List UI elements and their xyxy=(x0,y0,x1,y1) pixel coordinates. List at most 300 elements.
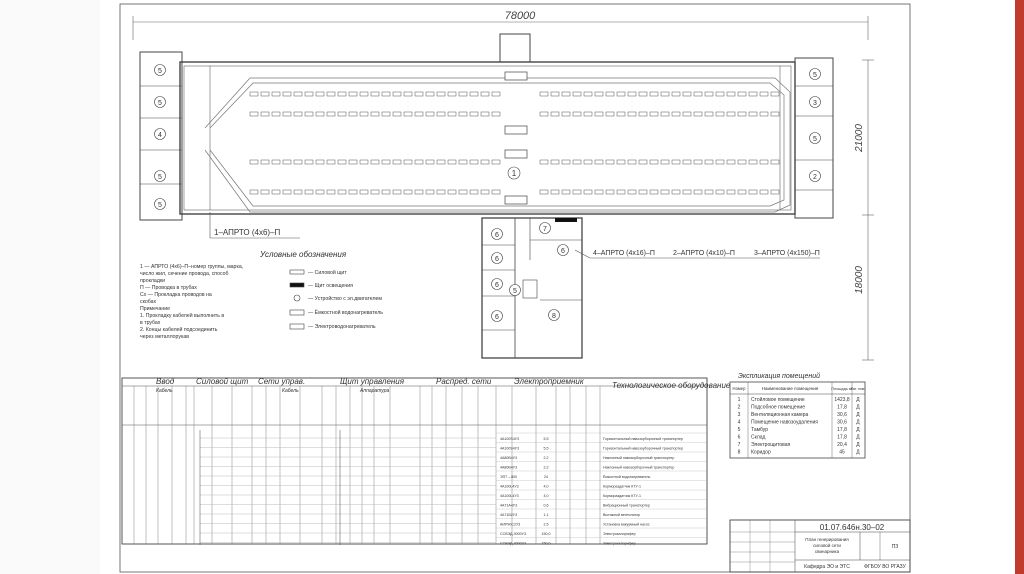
room-label-annex-mid: 6 xyxy=(561,248,565,255)
room-label-right: 2 xyxy=(813,174,817,181)
stall-cell xyxy=(694,92,702,96)
expl-area: 17,8 xyxy=(837,404,847,411)
stall-cell xyxy=(338,92,346,96)
stall-cell xyxy=(683,190,691,194)
room-label-annex: 6 xyxy=(495,232,499,239)
stall-cell xyxy=(727,112,735,116)
stall-cell xyxy=(481,92,489,96)
sched-header-tekhnolog: Технологическое оборудование xyxy=(612,381,731,390)
room-label-left: 5 xyxy=(158,100,162,107)
dimension-top-label: 78000 xyxy=(504,10,536,22)
legend-note: число жил, сечение провода, способ xyxy=(140,271,229,277)
stall-cell xyxy=(492,112,500,116)
stall-cell xyxy=(415,112,423,116)
sched-power: 0,6 xyxy=(543,503,549,508)
stall-cell xyxy=(650,92,658,96)
stall-cell xyxy=(595,112,603,116)
stall-cell xyxy=(661,160,669,164)
stall-cell xyxy=(404,190,412,194)
dimension-right-upper: 21000 xyxy=(854,124,865,152)
stall-cell xyxy=(393,112,401,116)
sched-power: 5,5 xyxy=(543,446,549,451)
sched-power: 4,0 xyxy=(543,484,549,489)
stall-cell xyxy=(250,112,258,116)
stall-cell xyxy=(294,92,302,96)
room-label-left: 5 xyxy=(158,174,162,181)
stall-cell xyxy=(470,92,478,96)
expl-header: Площадь м² xyxy=(831,387,853,391)
sched-desc: Ёмкостной водонагреватель xyxy=(603,475,651,479)
expl-area: 30,6 xyxy=(837,419,847,426)
sched-type: 4A100L4У3 xyxy=(500,484,519,489)
stall-cell xyxy=(349,160,357,164)
stall-cell xyxy=(283,160,291,164)
stall-cell xyxy=(338,160,346,164)
circuit-label-2: 2–АПРТО (4х10)–П xyxy=(673,250,735,257)
stall-cell xyxy=(327,92,335,96)
sched-power: 4,0 xyxy=(543,494,549,498)
stall-cell xyxy=(650,190,658,194)
room-label-left: 5 xyxy=(158,68,162,75)
stall-cell xyxy=(371,160,379,164)
stall-cell xyxy=(628,112,636,116)
sched-power: 24 xyxy=(544,475,548,479)
expl-area: 20,4 xyxy=(837,442,847,448)
stall-cell xyxy=(584,92,592,96)
room-label-left: 4 xyxy=(158,132,162,139)
room-label-annex: 6 xyxy=(495,282,499,289)
stall-cell xyxy=(393,92,401,96)
sched-type: ССВЭД-3000У3 xyxy=(500,532,526,536)
stall-cell xyxy=(551,160,559,164)
titleblock-org: ФГБОУ ВО РГАЗУ xyxy=(864,564,906,570)
stall-cell xyxy=(628,160,636,164)
sched-desc: Кормораздатчик КТУ-1 xyxy=(603,494,641,498)
sched-type: 4A71B2У3 xyxy=(500,513,518,517)
legend-note: П — Проводка в трубах xyxy=(140,285,197,291)
expl-name: Коридор xyxy=(751,449,771,456)
stall-cell xyxy=(404,112,412,116)
stall-cell xyxy=(327,190,335,194)
stall-cell xyxy=(562,92,570,96)
legend-symbol-label: — Силовой щит xyxy=(308,270,347,276)
sched-power: 2,2 xyxy=(543,456,549,460)
stall-cell xyxy=(573,160,581,164)
stall-cell xyxy=(349,112,357,116)
sched-type: 4A80B4У3 xyxy=(500,465,518,470)
stall-cell xyxy=(382,112,390,116)
stall-cell xyxy=(382,160,390,164)
expl-name: Тамбур xyxy=(751,427,768,433)
legend-note: 1. Прокладку кабелей выполнить в xyxy=(140,313,225,319)
dimension-right-lower: 18000 xyxy=(854,266,865,294)
stall-cell xyxy=(448,112,456,116)
expl-area: 45 xyxy=(839,449,845,456)
sched-type: 4A100S4У3 xyxy=(500,437,520,441)
legend-note: в трубах xyxy=(140,320,161,326)
stall-cell xyxy=(371,92,379,96)
explication-title: Экспликация помещений xyxy=(738,373,820,380)
stall-cell xyxy=(716,160,724,164)
expl-area: 17,8 xyxy=(837,434,847,441)
titleblock-code: 01.07.646н.30–02 xyxy=(819,523,885,532)
sched-header-kabel2: Кабель xyxy=(282,388,299,394)
expl-num: 7 xyxy=(737,442,741,448)
stall-cell xyxy=(492,160,500,164)
stall-cell xyxy=(448,190,456,194)
stall-cell xyxy=(382,190,390,194)
stall-cell xyxy=(705,160,713,164)
stall-cell xyxy=(727,190,735,194)
stall-cell xyxy=(672,92,680,96)
stall-cell xyxy=(562,112,570,116)
expl-name: Электрощитовая xyxy=(751,442,791,448)
stall-cell xyxy=(272,190,280,194)
stall-cell xyxy=(294,112,302,116)
stall-cell xyxy=(360,160,368,164)
stall-cell xyxy=(749,160,757,164)
stall-cell xyxy=(261,92,269,96)
stall-cell xyxy=(771,92,779,96)
stall-cell xyxy=(617,190,625,194)
circuit-label-4: 4–АПРТО (4х16)–П xyxy=(593,250,655,257)
expl-cat: Д xyxy=(856,404,860,411)
stall-cell xyxy=(305,160,313,164)
stall-cell xyxy=(584,160,592,164)
sched-header-silovoy: Силовой щит xyxy=(196,377,249,386)
stall-cell xyxy=(272,112,280,116)
expl-cat: Д xyxy=(856,434,860,441)
stall-cell xyxy=(760,160,768,164)
stall-cell xyxy=(606,190,614,194)
sched-header-seti-upr: Сети управ. xyxy=(258,377,306,386)
stall-cell xyxy=(437,160,445,164)
stall-cell xyxy=(283,112,291,116)
stall-cell xyxy=(683,92,691,96)
stall-cell xyxy=(617,160,625,164)
expl-name: Склад xyxy=(751,434,766,441)
stall-cell xyxy=(283,92,291,96)
stall-cell xyxy=(738,92,746,96)
room-label-annex: 6 xyxy=(495,314,499,321)
stall-cell xyxy=(305,190,313,194)
titleblock-dept: Кафедра ЭО и ЭТС xyxy=(804,564,850,570)
stall-cell xyxy=(573,112,581,116)
expl-name: Помещение навозоудаления xyxy=(751,419,818,426)
stall-cell xyxy=(639,92,647,96)
sched-desc: Вытяжной вентилятор xyxy=(603,513,641,517)
sched-desc: Установка вакуумный насос xyxy=(603,522,650,527)
stall-cell xyxy=(294,190,302,194)
expl-area: 17,8 xyxy=(837,427,847,433)
sched-type: ЭП7 – 800 xyxy=(500,475,518,479)
stall-cell xyxy=(272,160,280,164)
stall-cell xyxy=(771,160,779,164)
stall-cell xyxy=(393,190,401,194)
room-label-right: 5 xyxy=(813,72,817,79)
sched-header-apparatura: Аппаратура xyxy=(360,388,390,394)
legend-symbol-label: — Щит освещения xyxy=(308,283,353,289)
stall-cell xyxy=(426,112,434,116)
expl-num: 6 xyxy=(737,434,741,441)
legend-symbol-label: — Электроводонагреватель xyxy=(308,324,376,330)
expl-cat: Д xyxy=(856,397,860,403)
stall-cell xyxy=(760,112,768,116)
stall-cell xyxy=(305,112,313,116)
stall-cell xyxy=(426,190,434,194)
sched-desc: Электрокалорифер xyxy=(603,541,636,546)
room-label-right: 3 xyxy=(813,100,817,107)
stall-cell xyxy=(338,112,346,116)
stall-cell xyxy=(415,190,423,194)
sched-desc: Наклонный навозоуборочный транспортер xyxy=(603,465,675,470)
expl-num: 1 xyxy=(737,397,741,403)
legend-note: Примечание xyxy=(140,306,171,312)
legend-symbol-label: — Устройство с эл.двигателем xyxy=(308,296,382,302)
stall-cell xyxy=(327,112,335,116)
stall-cell xyxy=(448,160,456,164)
stall-cell xyxy=(683,160,691,164)
stall-cell xyxy=(639,112,647,116)
sched-power: 2,5 xyxy=(543,522,549,527)
sched-type: АИР90С2У3 xyxy=(500,522,521,527)
circuit-label-1: 1–АПРТО (4х6)–П xyxy=(214,228,281,237)
legend-symbol-label: — Ёмкостной водонагреватель xyxy=(308,310,383,316)
expl-num: 4 xyxy=(737,419,741,426)
sched-desc: Горизонтальный навозоуборочный транспортер xyxy=(603,437,683,441)
stall-cell xyxy=(393,160,401,164)
sched-header-raspred: Распред. сети xyxy=(436,377,492,386)
sched-type: 4A100L4У3 xyxy=(500,494,519,498)
expl-num: 3 xyxy=(737,412,741,418)
stall-cell xyxy=(738,190,746,194)
sched-header-shchit-upr: Щит управления xyxy=(340,377,405,386)
legend-title: Условные обозначения xyxy=(260,250,347,259)
stall-cell xyxy=(316,92,324,96)
expl-num: 5 xyxy=(737,427,741,433)
stall-cell xyxy=(316,160,324,164)
stall-cell xyxy=(415,160,423,164)
legend-note: прокладки xyxy=(140,278,166,284)
stall-cell xyxy=(562,190,570,194)
sched-type: ССВЭД-3000У3 xyxy=(500,541,526,546)
stall-cell xyxy=(481,160,489,164)
legend-note: через металлорукав xyxy=(140,334,189,340)
stall-cell xyxy=(661,190,669,194)
stall-cell xyxy=(415,92,423,96)
stall-cell xyxy=(606,160,614,164)
stall-cell xyxy=(738,112,746,116)
stall-cell xyxy=(562,160,570,164)
expl-num: 2 xyxy=(737,404,741,411)
legend-note: Сх — Прокладка проводов на xyxy=(140,292,212,298)
room-label-annex: 6 xyxy=(495,256,499,263)
room-label-annex-mid: 5 xyxy=(513,288,517,295)
stall-cell xyxy=(294,160,302,164)
sched-desc: Горизонтальный навозоуборочный транспортер xyxy=(603,446,683,451)
stall-cell xyxy=(683,112,691,116)
expl-area: 1423,8 xyxy=(834,397,850,403)
sched-type: 4A80B4У3 xyxy=(500,456,518,460)
expl-num: 8 xyxy=(737,449,741,456)
expl-header: Наименование помещения xyxy=(761,386,819,391)
expl-cat: Д xyxy=(856,449,860,456)
stall-cell xyxy=(250,160,258,164)
legend-note: скобах xyxy=(140,299,157,305)
stall-cell xyxy=(584,112,592,116)
stall-cell xyxy=(760,190,768,194)
stall-cell xyxy=(661,112,669,116)
stall-cell xyxy=(672,160,680,164)
sched-power: 1,1 xyxy=(543,513,549,517)
stall-cell xyxy=(470,160,478,164)
expl-header: Кат. пом. xyxy=(850,387,866,391)
stall-cell xyxy=(716,190,724,194)
stall-cell xyxy=(338,190,346,194)
stall-cell xyxy=(540,160,548,164)
sched-header-elektro: Электроприемник xyxy=(514,377,584,386)
stall-cell xyxy=(573,92,581,96)
titleblock-sheet: ПЗ xyxy=(891,544,899,550)
stall-cell xyxy=(459,190,467,194)
stall-cell xyxy=(437,112,445,116)
stall-cell xyxy=(551,92,559,96)
stall-cell xyxy=(694,112,702,116)
stall-cell xyxy=(371,112,379,116)
stall-cell xyxy=(595,92,603,96)
stall-cell xyxy=(705,112,713,116)
stall-cell xyxy=(672,190,680,194)
expl-name: Подсобное помещение xyxy=(751,404,805,411)
stall-cell xyxy=(540,92,548,96)
stall-cell xyxy=(650,160,658,164)
stall-cell xyxy=(672,112,680,116)
stall-cell xyxy=(261,160,269,164)
room-label-1: 1 xyxy=(511,169,517,178)
stall-cell xyxy=(360,190,368,194)
stall-cell xyxy=(250,92,258,96)
stall-cell xyxy=(437,92,445,96)
stall-cell xyxy=(404,160,412,164)
stall-cell xyxy=(749,92,757,96)
stall-cell xyxy=(426,160,434,164)
stall-cell xyxy=(437,190,445,194)
stall-cell xyxy=(540,190,548,194)
stall-cell xyxy=(261,190,269,194)
titleblock-desc3: свинарника xyxy=(814,549,840,554)
expl-cat: Д xyxy=(856,442,860,448)
stall-cell xyxy=(727,92,735,96)
stall-cell xyxy=(459,92,467,96)
stall-cell xyxy=(349,92,357,96)
sched-power: 5,5 xyxy=(543,437,549,441)
stall-cell xyxy=(749,112,757,116)
sched-type: 4A71A4У3 xyxy=(500,503,518,508)
stall-cell xyxy=(694,190,702,194)
stall-cell xyxy=(448,92,456,96)
stall-cell xyxy=(738,160,746,164)
stall-cell xyxy=(771,112,779,116)
sched-power: 150,0 xyxy=(541,541,551,546)
stall-cell xyxy=(595,190,603,194)
stall-cell xyxy=(705,92,713,96)
titleblock-desc2: силовой сети xyxy=(813,543,841,548)
expl-cat: Д xyxy=(856,419,860,426)
stall-cell xyxy=(481,190,489,194)
stall-cell xyxy=(492,92,500,96)
stall-cell xyxy=(573,190,581,194)
stall-cell xyxy=(595,160,603,164)
stall-cell xyxy=(360,92,368,96)
room-label-right: 5 xyxy=(813,136,817,143)
stall-cell xyxy=(272,92,280,96)
stall-cell xyxy=(617,112,625,116)
legend-note: 2. Концы кабелей подсоединить xyxy=(140,327,218,333)
stall-cell xyxy=(639,160,647,164)
stall-cell xyxy=(382,92,390,96)
stall-cell xyxy=(470,112,478,116)
stall-cell xyxy=(694,160,702,164)
stall-cell xyxy=(492,190,500,194)
stall-cell xyxy=(749,190,757,194)
room-label-annex-mid: 7 xyxy=(543,226,547,233)
stall-cell xyxy=(771,190,779,194)
stall-cell xyxy=(305,92,313,96)
stall-cell xyxy=(404,92,412,96)
stall-cell xyxy=(459,112,467,116)
stall-cell xyxy=(540,112,548,116)
sched-power: 150,0 xyxy=(541,532,551,536)
stall-cell xyxy=(606,92,614,96)
expl-header: Номер xyxy=(732,386,746,391)
stall-cell xyxy=(371,190,379,194)
sched-header-vvod: Ввод xyxy=(156,377,175,386)
sched-desc: Наклонный навозоуборочный транспортер xyxy=(603,456,675,460)
stall-cell xyxy=(716,92,724,96)
sched-desc: Вибрационный транспортер xyxy=(603,503,650,508)
stall-cell xyxy=(470,190,478,194)
sched-desc: Электрокалорифер xyxy=(603,532,636,536)
stall-cell xyxy=(283,190,291,194)
stall-cell xyxy=(316,190,324,194)
stall-cell xyxy=(650,112,658,116)
stall-cell xyxy=(584,190,592,194)
stall-cell xyxy=(551,112,559,116)
stall-cell xyxy=(727,160,735,164)
stall-cell xyxy=(628,190,636,194)
stall-cell xyxy=(760,92,768,96)
stall-cell xyxy=(316,112,324,116)
stall-cell xyxy=(360,112,368,116)
stall-cell xyxy=(628,92,636,96)
stall-cell xyxy=(349,190,357,194)
expl-name: Стойловое помещение xyxy=(751,397,805,403)
stall-cell xyxy=(551,190,559,194)
sched-desc: Кормораздатчик КТУ-1 xyxy=(603,484,641,489)
stall-cell xyxy=(481,112,489,116)
paper xyxy=(100,0,1015,574)
stall-cell xyxy=(327,160,335,164)
room-label-annex-mid: 8 xyxy=(552,313,556,320)
stall-cell xyxy=(606,112,614,116)
sched-power: 2,2 xyxy=(543,465,549,470)
stall-cell xyxy=(459,160,467,164)
sched-header-kabel: Кабель xyxy=(156,388,173,394)
stall-cell xyxy=(661,92,669,96)
titleblock-desc1: План генерирования xyxy=(805,537,849,542)
expl-name: Вентиляционная камера xyxy=(751,412,809,418)
expl-cat: Д xyxy=(856,412,860,418)
